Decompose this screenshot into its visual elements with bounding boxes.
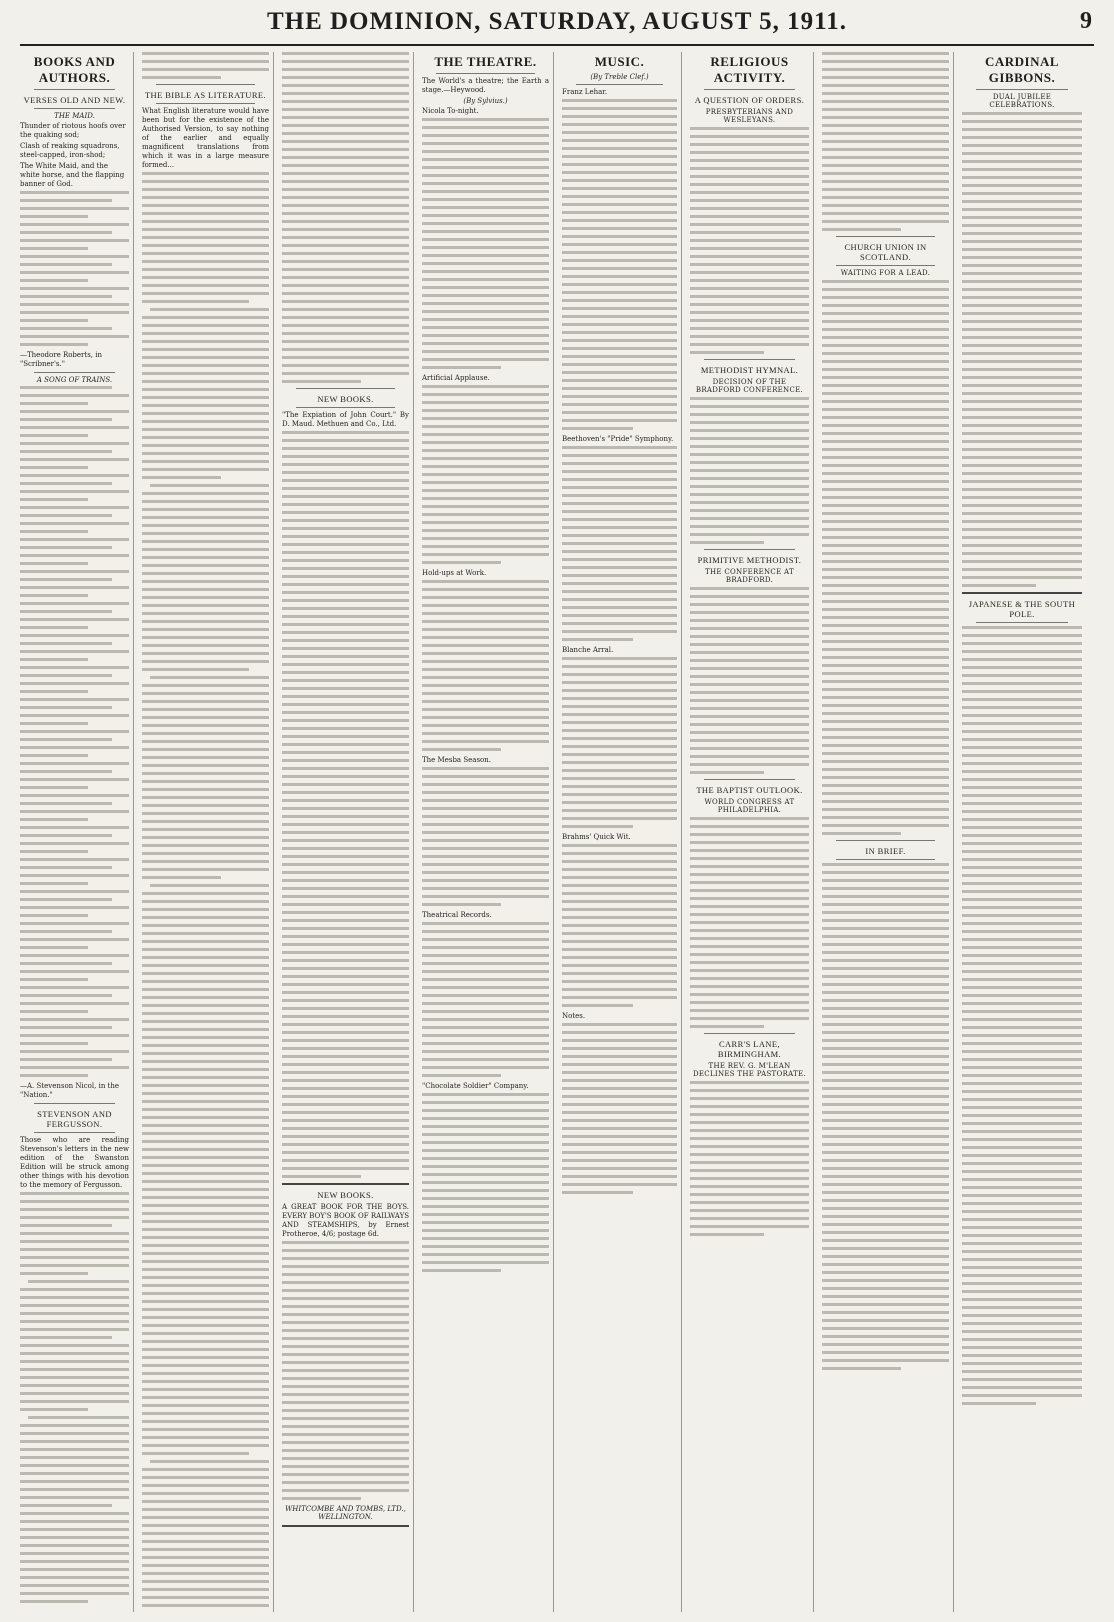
divider [836, 236, 935, 237]
text-block [822, 280, 949, 835]
section-heading-religious: RELIGIOUS ACTIVITY. [710, 54, 789, 85]
item-heading: Franz Lehar. [562, 88, 608, 96]
stevenson-heading: STEVENSON AND FERGUSSON. [37, 1109, 112, 1129]
poem-line: Clash of reaking squadrons, steel-capped, iron-shod; [20, 142, 120, 159]
hymnal-subheading: DECISION OF THE BRADFORD CONFERENCE. [695, 378, 804, 394]
divider [34, 89, 115, 90]
orders-heading: A QUESTION OF ORDERS. [694, 95, 805, 105]
text-block [562, 1023, 677, 1194]
section-heading-cardinal: CARDINAL GIBBONS. [984, 54, 1060, 85]
advert-text: A GREAT BOOK FOR THE BOYS. EVERY BOY'S BOOK OF RAILWAYS AND STEAMSHIPS, by Ernest Protheroe, 4/6; postage 6d. [282, 1203, 409, 1238]
item-heading: Artificial Applause. [422, 374, 490, 382]
item-heading: Beethoven's "Pride" Symphony. [562, 435, 674, 443]
item-heading: Hold-ups at Work. [422, 569, 487, 577]
poem-attribution: —A. Stevenson Nicol, in the "Nation." [20, 1082, 120, 1099]
carrs-lane-subheading: THE REV. G. M'LEAN DECLINES THE PASTORATE. [692, 1062, 807, 1078]
text-block [282, 431, 409, 1178]
divider [34, 1103, 115, 1104]
item-heading: Nicola To-night. [422, 107, 479, 115]
divider [704, 1033, 795, 1034]
item-heading: Blanche Arral. [562, 646, 614, 654]
text-block [422, 118, 549, 369]
column-theatre [422, 52, 554, 1612]
primitive-heading: PRIMITIVE METHODIST. [697, 555, 802, 565]
column-books-and-authors [20, 52, 134, 1612]
divider [296, 388, 395, 389]
divider [296, 407, 395, 408]
text-block [282, 52, 409, 383]
poem-line: The White Maid, and the white horse, and the flapping banner of God. [20, 162, 125, 188]
article-text: What English literature would have been but for the existence of the Authorised Version, to say nothing of the earlier and equally magnificent translations from which it was in a large measure formed... [142, 107, 269, 169]
divider [704, 89, 795, 90]
text-block [422, 580, 549, 751]
text-block [422, 1093, 549, 1272]
column-cardinal-gibbons [962, 52, 1086, 1612]
column-grid [20, 52, 1094, 1612]
text-block [562, 99, 677, 430]
divider [836, 265, 935, 266]
in-brief-heading: IN BRIEF. [865, 846, 906, 856]
japanese-south-pole-heading: JAPANESE & THE SOUTH POLE. [968, 599, 1076, 619]
text-block [142, 172, 269, 1612]
text-block [142, 52, 269, 79]
section-heading-theatre: THE THEATRE. [434, 54, 537, 69]
item-heading: Theatrical Records. [422, 911, 492, 919]
item-heading: "Chocolate Soldier" Company. [422, 1082, 529, 1090]
section-heading-books: BOOKS AND AUTHORS. [33, 54, 116, 85]
item-heading: Brahms' Quick Wit. [562, 833, 631, 841]
column-church-union [822, 52, 954, 1612]
text-block [822, 52, 949, 231]
divider [436, 73, 535, 74]
music-byline: (By Treble Clef.) [590, 73, 649, 81]
text-block [422, 767, 549, 906]
advert-footer: WHITCOMBE AND TOMBS, LTD., WELLINGTON. [285, 1505, 406, 1521]
divider [282, 1183, 409, 1185]
theatre-motto: The World's a theatre; the Earth a stage.—Heywood. [422, 77, 549, 94]
orders-subheading: PRESBYTERIANS AND WESLEYANS. [705, 108, 794, 124]
text-block [690, 397, 809, 544]
article-text: Those who are reading Stevenson's letters in the new edition of the Swanston Edition will be struck among other things with his devotion to the memory of Fergusson. [20, 1136, 129, 1189]
column-bible-literature [142, 52, 274, 1612]
church-union-subheading: WAITING FOR A LEAD. [840, 269, 931, 277]
divider [836, 859, 935, 860]
verses-heading: VERSES OLD AND NEW. [23, 95, 126, 105]
divider [34, 108, 115, 109]
text-block [20, 1192, 129, 1603]
item-heading: Notes. [562, 1012, 586, 1020]
divider [704, 359, 795, 360]
column-new-books [282, 52, 414, 1612]
divider [576, 84, 663, 85]
baptist-subheading: WORLD CONGRESS AT PHILADELPHIA. [704, 798, 795, 814]
baptist-heading: THE BAPTIST OUTLOOK. [696, 785, 803, 795]
poem-title-maid: THE MAID. [54, 112, 95, 120]
theatre-byline: (By Sylvius.) [463, 97, 508, 105]
poem-attribution: —Theodore Roberts, in "Scribner's." [20, 351, 103, 368]
divider [282, 1525, 409, 1527]
newspaper-title: THE DOMINION, SATURDAY, AUGUST 5, 1911. [266, 8, 848, 35]
divider [34, 372, 115, 373]
cardinal-subheading: DUAL JUBILEE CELEBRATIONS. [989, 93, 1055, 109]
column-music [562, 52, 682, 1612]
text-block [690, 587, 809, 774]
text-block [690, 1081, 809, 1236]
poem-line: Thunder of riotous hoofs over the quaking sod; [20, 122, 126, 139]
bible-heading: THE BIBLE AS LITERATURE. [144, 90, 267, 100]
divider [976, 622, 1068, 623]
text-block [20, 386, 129, 1077]
divider [836, 840, 935, 841]
new-books-heading: NEW BOOKS. [317, 394, 374, 404]
divider [156, 103, 255, 104]
section-heading-music: MUSIC. [594, 54, 645, 69]
text-block [822, 863, 949, 1370]
text-block [562, 844, 677, 1007]
text-block [690, 127, 809, 354]
text-block [20, 191, 129, 346]
text-block [962, 626, 1082, 1405]
column-religious-activity [690, 52, 814, 1612]
divider [34, 1132, 115, 1133]
item-heading: The Mesba Season. [422, 756, 491, 764]
divider [704, 549, 795, 550]
masthead [20, 6, 1094, 46]
poem-title-song: A SONG OF TRAINS. [36, 376, 113, 384]
divider [976, 89, 1068, 90]
text-block [690, 817, 809, 1028]
divider [704, 779, 795, 780]
page-number: 9 [1080, 8, 1092, 34]
church-union-heading: CHURCH UNION IN SCOTLAND. [844, 242, 927, 262]
primitive-subheading: THE CONFERENCE AT BRADFORD. [705, 568, 794, 584]
divider [962, 592, 1082, 594]
text-block [962, 112, 1082, 587]
carrs-lane-heading: CARR'S LANE, BIRMINGHAM. [717, 1039, 782, 1059]
text-block [562, 446, 677, 641]
article-text: "The Expiation of John Court." By D. Maud. Methuen and Co., Ltd. [282, 411, 409, 428]
text-block [422, 922, 549, 1077]
text-block [422, 385, 549, 564]
advert-heading: NEW BOOKS. [317, 1190, 374, 1200]
hymnal-heading: METHODIST HYMNAL. [700, 365, 799, 375]
text-block [282, 1241, 409, 1500]
text-block [562, 657, 677, 828]
divider [156, 84, 255, 85]
